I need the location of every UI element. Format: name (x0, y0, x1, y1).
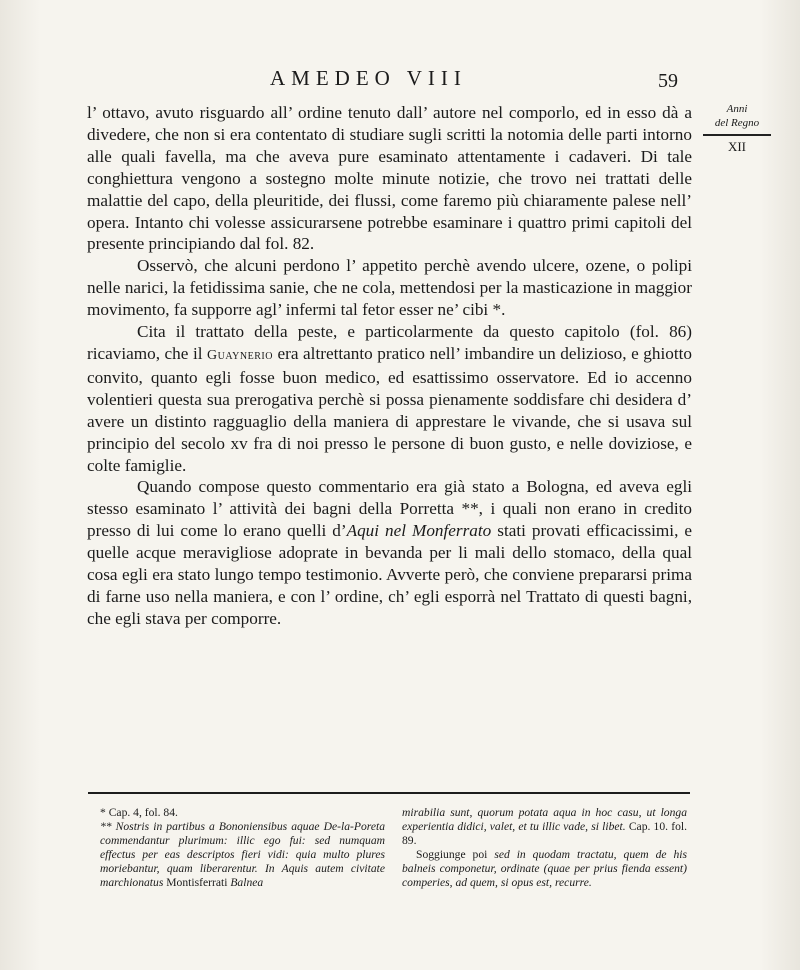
footnote-3-intro: Soggiunge poi (416, 848, 488, 861)
author-name-guaynerio: Guaynerio (207, 347, 273, 363)
page-number: 59 (658, 70, 678, 92)
margin-rule (703, 134, 771, 136)
footnote-1: * Cap. 4, fol. 84. (100, 806, 178, 819)
main-text (87, 102, 692, 630)
paragraph-4-part-a: Quando compose questo commentario era già stato a Bologna, ed aveva egli stesso esaminato l’ attività dei bagni della Porretta **, i quali non erano in credito presso di lui come lo erano quelli d’ (87, 477, 692, 541)
footnote-2-place: Montisferrati (166, 876, 228, 889)
place-name-italic: Aqui nel Monferrato (346, 521, 492, 541)
paragraph-2: Osservò, che alcuni perdono l’ appetito perchè avendo ulcere, ozene, o polipi nelle narici, la fetidissima sanie, che ne cola, mettendosi per la masticazione in maggior movimento, fa supporre agl’ infermi tal fetor esser ne’ cibi *. (87, 256, 692, 320)
paragraph-4 (87, 476, 692, 629)
margin-note (697, 102, 777, 154)
margin-regnal-year: XII (727, 139, 747, 154)
margin-note-line-1: Anni (726, 103, 748, 115)
paragraph-1: l’ ottavo, avuto risguardo all’ ordine tenuto dall’ autore nel comporlo, ed in esso dà a divedere, che non si era contentato di studiare sugli scritti la notomia delle parti intorno alle quali favella, ma che aveva pure esaminato attentamente i cadaveri. Di tale conghiettura vengono a sostegno molte minute notizie, che trovo nei trattati delle malattie del capo, della pleuritide, dei flussi, come faremo più chiaramente palese nell’ opera. Intanto chi volesse assicurarsene potrebbe esaminare i quattro primi capitoli del presente principiando dal fol. 82. (87, 103, 692, 254)
margin-note-line-2: del Regno (714, 117, 760, 129)
paragraph-3-part-a: Cita il trattato della peste, e particolarmente da questo capitolo (fol. 86) ricaviamo, che il (87, 322, 692, 363)
running-head-title: AMEDEO VIII (270, 66, 467, 90)
footnote-2 (100, 820, 385, 890)
footnote-2-cont-latin: mirabilia sunt, quorum potata aqua in hoc casu, ut longa experientia didici, valet, et tu illic vade, si libet. (402, 806, 687, 833)
footnote-2-continued (402, 806, 687, 848)
footnote-2-latin-end: Balnea (230, 876, 264, 889)
footnotes-left-column (100, 806, 385, 890)
footnote-3-latin: sed in quodam tractatu, quem de his balneis componetur, ordinate (quae per prius fienda essent) comperies, ad quem, si opus est, recurre. (402, 848, 687, 889)
footnotes-right-column (402, 806, 687, 890)
paragraph-3 (87, 321, 692, 476)
footnote-2-latin: ** Nostris in partibus a Bononiensibus aquae De-la-Poreta commendantur plurimum: illic ego fui: sed numquam effectus per eas descriptos fieri vidi: quia multo plures moriebantur, quam liberarentur. In Aquis autem civitate marchionatus (100, 820, 385, 889)
footnote-3 (402, 848, 687, 890)
footnote-divider (88, 792, 690, 794)
paragraph-4-part-b: stati provati efficacissimi, e quelle acque meravigliose adoprate in bevanda per li mali dello stomaco, della qual cosa egli era stato lungo tempo testimonio. Avverte però, che conviene prepararsi prima di farne uso nella maniera, e con l’ ordine, ch’ egli esporrà nel Trattato di questi bagni, che egli stava per comporre. (87, 521, 692, 628)
paragraph-3-part-b: era altrettanto pratico nell’ imbandire un delizioso, e ghiotto convito, quanto egli fosse buon medico, ed esattissimo osservatore. Ed io accenno volentieri questa sua prerogativa perchè si possa pienamente soddisfare chi desidera d’ avere un distinto ragguaglio della maniera di apprestare le vivande, che si usava sul principio del secolo xv fra di noi presso le persone di buon gusto, e nelle doviziose, e colte famiglie. (87, 343, 692, 475)
footnote-2-citation: Cap. 10. fol. 89. (402, 820, 687, 847)
